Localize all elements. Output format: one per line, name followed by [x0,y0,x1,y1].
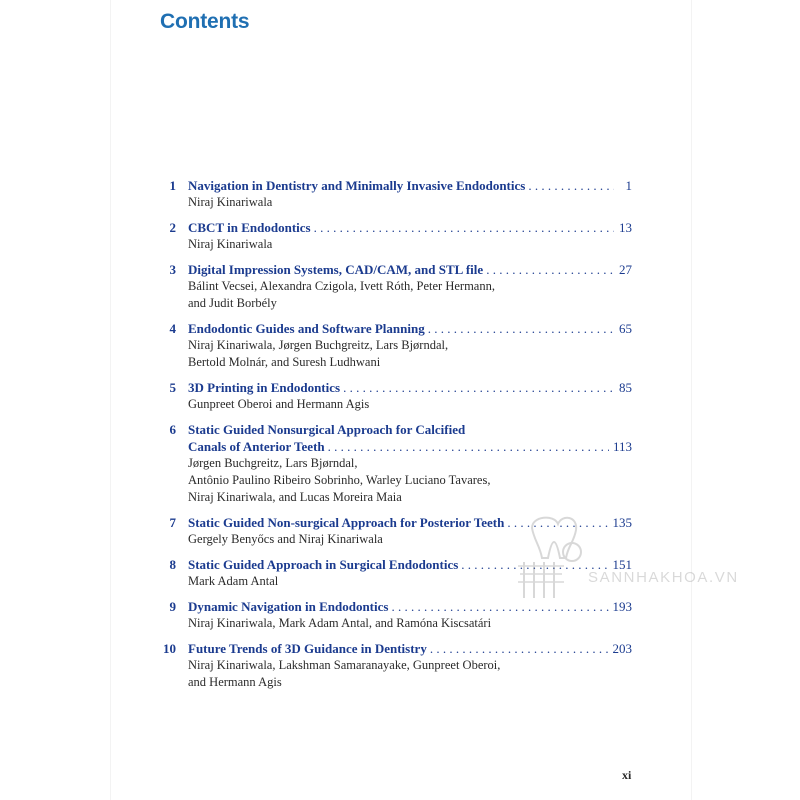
chapter-title[interactable]: Dynamic Navigation in Endodontics [188,599,389,614]
leader-dots [328,438,609,455]
chapter-authors: Jørgen Buchgreitz, Lars Bjørndal, Antônio Paulino Ribeiro Sobrinho, Warley Luciano Tavares, Niraj Kinariwala, and Lucas Moreira Maia [188,456,491,504]
page-number[interactable]: 65 [619,321,632,336]
toc-entry-5[interactable] [150,379,632,413]
page-number[interactable]: 27 [619,262,632,277]
toc-entry-4[interactable] [150,320,632,371]
chapter-number: 1 [169,178,176,193]
toc-entry-7[interactable] [150,514,632,548]
chapter-number: 9 [169,599,176,614]
leader-dots [461,556,608,573]
leader-dots [428,320,614,337]
chapter-authors: Gunpreet Oberoi and Hermann Agis [188,397,370,411]
chapter-number: 5 [169,380,176,395]
page-number[interactable]: 85 [619,380,632,395]
chapter-title[interactable]: Static Guided Non-surgical Approach for Posterior Teeth [188,515,505,530]
watermark-text: SANNHAKHOA.VN [588,569,739,586]
chapter-authors: Gergely Benyőcs and Niraj Kinariwala [188,532,383,546]
leader-dots [391,598,608,615]
chapter-number: 8 [169,557,176,572]
leader-dots [343,379,614,396]
toc-entry-6[interactable] [150,421,632,506]
chapter-title[interactable]: Static Guided Approach in Surgical Endodontics [188,557,459,572]
chapter-authors: Niraj Kinariwala, Mark Adam Antal, and Ramóna Kiscsatári [188,616,492,630]
toc-entry-8[interactable] [150,556,632,590]
chapter-title[interactable]: Endodontic Guides and Software Planning [188,321,425,336]
chapter-number: 6 [169,422,176,437]
chapter-number: 4 [169,321,176,336]
page-number[interactable]: 203 [612,641,632,656]
leader-dots [314,219,614,236]
toc-entry-9[interactable] [150,598,632,632]
toc-entry-3[interactable] [150,261,632,312]
contents-heading: Contents [160,10,250,33]
chapter-title[interactable]: Digital Impression Systems, CAD/CAM, and STL file [188,262,484,277]
chapter-authors: Bálint Vecsei, Alexandra Czigola, Ivett Róth, Peter Hermann, and Judit Borbély [188,279,495,310]
page-folio: xi [622,768,632,782]
leader-dots [507,514,608,531]
chapter-authors: Niraj Kinariwala [188,237,273,251]
page-number[interactable]: 135 [612,515,632,530]
chapter-authors: Niraj Kinariwala [188,195,273,209]
page-number[interactable]: 113 [612,439,632,454]
page-number[interactable]: 1 [625,178,632,193]
chapter-authors: Niraj Kinariwala, Jørgen Buchgreitz, Lars Bjørndal, Bertold Molnár, and Suresh Ludhwani [188,338,449,369]
toc-entry-2[interactable] [150,219,632,253]
chapter-number: 3 [169,262,176,277]
chapter-title[interactable]: Future Trends of 3D Guidance in Dentistry [188,641,427,656]
leader-dots [486,261,614,278]
chapter-title-continued[interactable]: Canals of Anterior Teeth [188,439,325,454]
chapter-authors: Niraj Kinariwala, Lakshman Samaranayake, Gunpreet Oberoi, and Hermann Agis [188,658,501,689]
leader-dots [430,640,609,657]
leader-dots [528,177,614,194]
page-number[interactable]: 193 [612,599,632,614]
chapter-title[interactable]: Static Guided Nonsurgical Approach for Calcified [188,422,466,437]
toc-entry-10[interactable] [150,640,632,691]
page-number[interactable]: 13 [619,220,632,235]
toc-entry-1[interactable] [150,177,632,211]
chapter-number: 2 [169,220,176,235]
chapter-title[interactable]: Navigation in Dentistry and Minimally Invasive Endodontics [188,178,526,193]
chapter-number: 7 [169,515,176,530]
chapter-authors: Mark Adam Antal [188,574,279,588]
chapter-number: 10 [163,641,176,656]
chapter-title[interactable]: CBCT in Endodontics [188,220,311,235]
chapter-title[interactable]: 3D Printing in Endodontics [188,380,341,395]
table-of-contents [150,177,632,699]
page-number[interactable]: 151 [612,557,632,572]
